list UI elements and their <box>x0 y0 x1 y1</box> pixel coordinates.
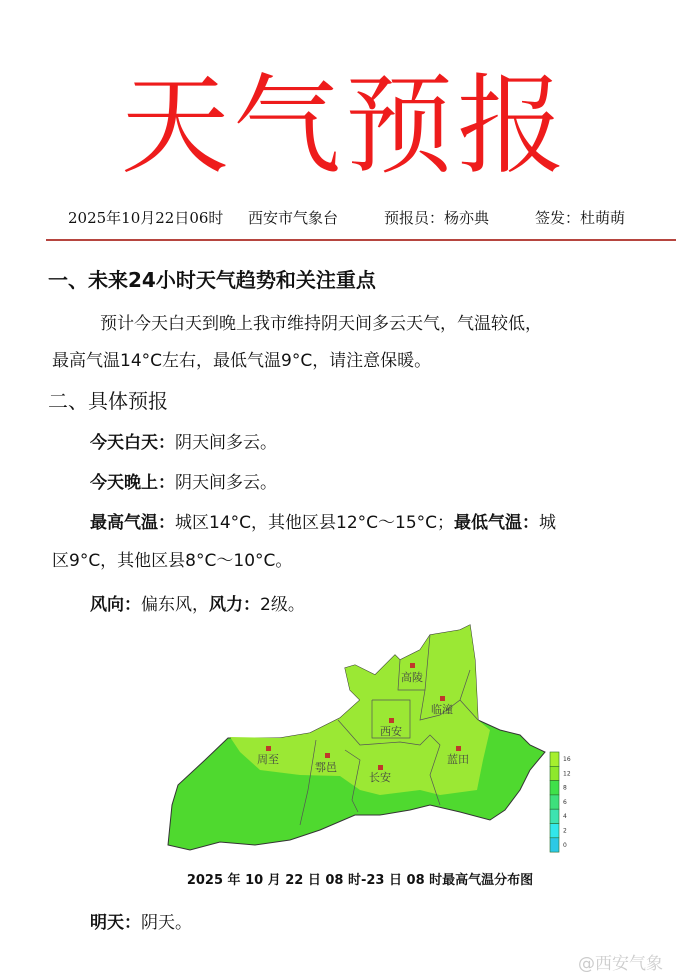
section1-heading: 一、未来24小时天气趋势和关注重点 <box>48 268 376 292</box>
legend-swatch <box>550 781 559 795</box>
legend-label: 6 <box>563 798 567 806</box>
map-legend <box>550 752 571 852</box>
legend-swatch <box>550 809 559 823</box>
summary-line2: 最高气温14°C左右，最低气温9°C，请注意保暖。 <box>52 351 432 371</box>
district-label: 蓝田 <box>447 753 469 766</box>
forecaster: 预报员：杨亦典 <box>384 209 490 227</box>
district-label: 鄠邑 <box>315 761 337 774</box>
legend-label: 0 <box>563 841 567 849</box>
district-label: 西安 <box>380 725 402 738</box>
district-label: 临潼 <box>431 703 453 716</box>
legend-swatch <box>550 766 559 780</box>
wind: 风向：偏东风，风力：2级。 <box>90 595 305 615</box>
watermark: @西安气象 <box>578 954 663 974</box>
legend-label: 2 <box>563 827 567 835</box>
district-label: 周至 <box>257 753 279 766</box>
legend-swatch <box>550 824 559 838</box>
legend-label: 16 <box>563 756 571 763</box>
issue-datetime: 2025年10月22日06时 <box>68 209 224 227</box>
legend-swatch <box>550 838 559 852</box>
legend-swatch <box>550 752 559 766</box>
temperature-line2: 区9°C，其他区县8°C～10°C。 <box>52 551 293 571</box>
today-day: 今天白天：阴天间多云。 <box>90 433 277 453</box>
legend-label: 12 <box>563 770 571 778</box>
legend-swatch <box>550 795 559 809</box>
issuer: 签发：杜萌萌 <box>535 209 626 227</box>
agency: 西安市气象台 <box>248 209 339 227</box>
section2-heading: 二、具体预报 <box>48 389 168 413</box>
tonight: 今天晚上：阴天间多云。 <box>90 473 277 493</box>
temperature-line1: 最高气温：城区14°C，其他区县12°C～15°C；最低气温：城 <box>90 513 557 533</box>
district-label: 高陵 <box>401 671 423 684</box>
district-label: 长安 <box>369 771 391 784</box>
legend-label: 8 <box>563 784 567 792</box>
legend-label: 4 <box>563 813 567 821</box>
tomorrow: 明天：阴天。 <box>90 913 192 933</box>
map-caption: 2025 年 10 月 22 日 08 时-23 日 08 时最高气温分布图 <box>186 873 534 888</box>
summary-line1: 预计今天白天到晚上我市维持阴天间多云天气，气温较低， <box>100 314 542 334</box>
page-title: 天气预报 <box>120 64 569 189</box>
